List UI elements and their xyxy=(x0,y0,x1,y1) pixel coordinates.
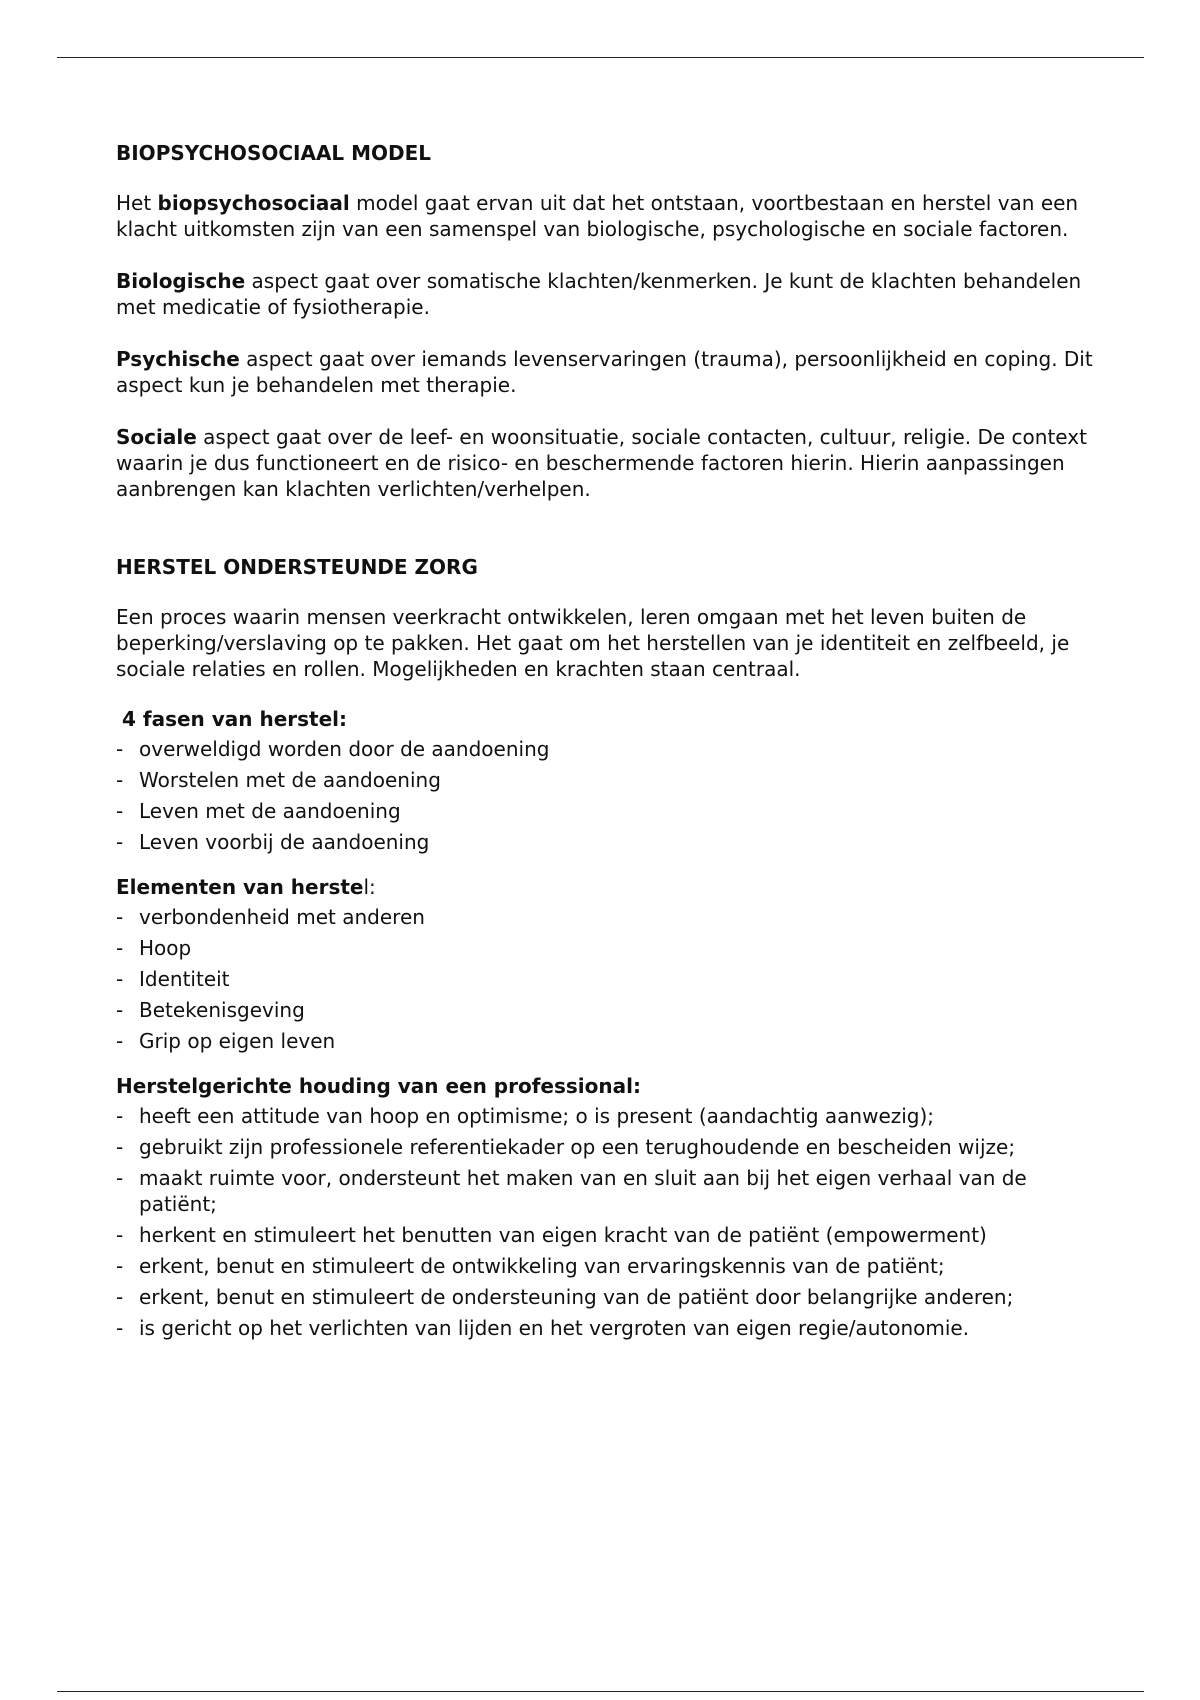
list-item: - Leven met de aandoening xyxy=(116,799,401,823)
list-item: - Grip op eigen leven xyxy=(116,1029,336,1053)
list-item: - gebruikt zijn professionele referentiekader op een terughoudende en bescheiden wijze; xyxy=(116,1135,1016,1159)
list-item: - maakt ruimte voor, ondersteunt het maken van en sluit aan bij het eigen verhaal van de patiënt; xyxy=(116,1166,1027,1216)
section-title-herstel: HERSTEL ONDERSTEUNDE ZORG xyxy=(116,555,478,579)
list-item: - erkent, benut en stimuleert de ontwikkeling van ervaringskennis van de patiënt; xyxy=(116,1254,945,1278)
list-item: - Betekenisgeving xyxy=(116,998,305,1022)
list-item: - Leven voorbij de aandoening xyxy=(116,830,430,854)
houding-title: Herstelgerichte houding van een professional: xyxy=(116,1074,641,1098)
psychisch-paragraph: Psychische aspect gaat over iemands levenservaringen (trauma), persoonlijkheid en coping. Dit aspect kun je behandelen met therapie. xyxy=(116,347,1093,397)
elementen-title: Elementen van herstel: xyxy=(116,875,376,899)
document-body xyxy=(116,140,1096,1346)
list-item: - overweldigd worden door de aandoening xyxy=(116,737,550,761)
section-title-biopsychosociaal: BIOPSYCHOSOCIAAL MODEL xyxy=(116,141,432,165)
houding-list xyxy=(116,1103,1096,1341)
biologisch-paragraph: Biologische aspect gaat over somatische klachten/kenmerken. Je kunt de klachten behandelen met medicatie of fysiotherapie. xyxy=(116,269,1082,319)
list-item: - herkent en stimuleert het benutten van eigen kracht van de patiënt (empowerment) xyxy=(116,1223,987,1247)
herstel-intro: Een proces waarin mensen veerkracht ontwikkelen, leren omgaan met het leven buiten de beperking/verslaving op te pakken. Het gaat om het herstellen van je identiteit en zelfbeeld, je sociale relaties en rollen. Mogelijkheden en krachten staan centraal. xyxy=(116,605,1070,681)
list-item: - Worstelen met de aandoening xyxy=(116,768,441,792)
biopsychosociaal-intro: Het biopsychosociaal model gaat ervan uit dat het ontstaan, voortbestaan en herstel van een klacht uitkomsten zijn van een samenspel van biologische, psychologische en sociale factoren. xyxy=(116,191,1079,241)
list-item: - verbondenheid met anderen xyxy=(116,905,425,929)
fasen-list xyxy=(116,736,1096,855)
list-item: - erkent, benut en stimuleert de ondersteuning van de patiënt door belangrijke anderen; xyxy=(116,1285,1014,1309)
fasen-title: 4 fasen van herstel: xyxy=(122,707,348,731)
list-item: - is gericht op het verlichten van lijden en het vergroten van eigen regie/autonomie. xyxy=(116,1316,970,1340)
list-item: - Hoop xyxy=(116,936,192,960)
elementen-list xyxy=(116,904,1096,1054)
header-rule xyxy=(57,57,1144,58)
footer-rule xyxy=(57,1691,1144,1692)
list-item: - heeft een attitude van hoop en optimisme; o is present (aandachtig aanwezig); xyxy=(116,1104,935,1128)
sociaal-paragraph: Sociale aspect gaat over de leef- en woonsituatie, sociale contacten, cultuur, religie. De context waarin je dus functioneert en de risico- en beschermende factoren hierin. Hierin aanpassingen aanbrengen kan klachten verlichten/verhelpen. xyxy=(116,425,1087,501)
list-item: - Identiteit xyxy=(116,967,230,991)
